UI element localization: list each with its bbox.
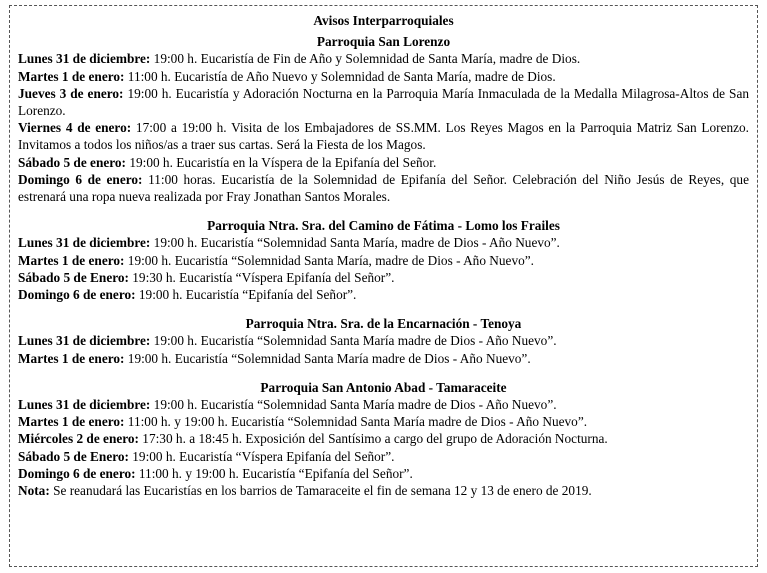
list-item: [18, 269, 749, 286]
list-item: [18, 252, 749, 269]
section-title: Parroquia San Antonio Abad - Tamaraceite: [260, 379, 507, 395]
item-text: Se reanudará las Eucaristías en los barrios de Tamaraceite el fin de semana 12 y 13 de enero de 2019.: [49, 483, 592, 499]
section-tenoya: [18, 315, 749, 367]
item-label: Martes 1 de enero:: [18, 252, 125, 268]
list-item: [18, 119, 749, 153]
item-label: Viernes 4 de enero:: [18, 120, 132, 136]
item-label: Miércoles 2 de enero:: [18, 431, 139, 447]
section-tamaraceite: [18, 379, 749, 499]
item-label: Martes 1 de enero:: [18, 414, 125, 430]
section-lomo-los-frailes: [18, 217, 749, 303]
item-label: Domingo 6 de enero:: [18, 465, 136, 481]
item-text: 11:00 h. y 19:00 h. Eucaristía “Solemnidad Santa María madre de Dios - Año Nuevo”.: [124, 414, 588, 430]
item-text: 19:00 h. Eucaristía en la Víspera de la Epifanía del Señor.: [126, 154, 437, 170]
item-text: 19:00 h. Eucaristía “Epifanía del Señor”.: [135, 287, 357, 303]
list-item: [18, 413, 749, 430]
list-item: [18, 85, 749, 119]
section-title: Parroquia San Lorenzo: [316, 34, 451, 50]
item-text: 19:30 h. Eucaristía “Víspera Epifanía del Señor”.: [128, 269, 395, 285]
item-text: 19:00 h. Eucaristía “Víspera Epifanía del Señor”.: [128, 448, 395, 464]
item-text: 19:00 h. Eucaristía “Solemnidad Santa María, madre de Dios - Año Nuevo”.: [124, 252, 534, 268]
page-title: Avisos Interparroquiales: [313, 13, 454, 28]
item-text: 19:00 h. Eucaristía de Fin de Año y Solemnidad de Santa María, madre de Dios.: [150, 51, 581, 67]
item-text: 19:00 h. Eucaristía “Solemnidad Santa María madre de Dios - Año Nuevo”.: [150, 397, 557, 413]
item-label: Domingo 6 de enero:: [18, 171, 143, 187]
list-item: [18, 482, 749, 499]
item-text: 11:00 h. y 19:00 h. Eucaristía “Epifanía del Señor”.: [135, 465, 413, 481]
item-label: Jueves 3 de enero:: [18, 85, 124, 101]
item-label: Sábado 5 de Enero:: [18, 269, 129, 285]
list-item: [18, 50, 749, 67]
item-text: 19:00 h. Eucaristía y Adoración Nocturna en la Parroquia María Inmaculada de la Medalla Milagrosa-Altos de San Lorenzo.: [18, 85, 749, 119]
list-item: [18, 286, 749, 303]
item-text: 11:00 horas. Eucaristía de la Solemnidad de Epifanía del Señor. Celebración del Niño Jesús de Reyes, que estrenará una ropa nueva realizada por Fray Jonathan Santos Morales.: [18, 171, 749, 205]
item-text: 17:00 a 19:00 h. Visita de los Embajadores de SS.MM. Los Reyes Magos en la Parroquia Matriz San Lorenzo. Invitamos a todos los niños/as a traer sus cartas. Será la Fiesta de los Magos.: [18, 120, 749, 153]
list-item: [18, 350, 749, 367]
section-title: Parroquia Ntra. Sra. del Camino de Fátima - Lomo los Frailes: [207, 218, 560, 234]
item-text: 19:00 h. Eucaristía “Solemnidad Santa María, madre de Dios - Año Nuevo”.: [150, 235, 560, 251]
list-item: [18, 68, 749, 85]
list-item: [18, 171, 749, 205]
list-item: [18, 448, 749, 465]
notice-box: [9, 5, 758, 567]
item-label: Lunes 31 de diciembre:: [18, 333, 151, 349]
item-label: Lunes 31 de diciembre:: [18, 51, 151, 67]
item-text: 19:00 h. Eucaristía “Solemnidad Santa María madre de Dios - Año Nuevo”.: [124, 350, 531, 366]
item-label: Nota:: [18, 483, 50, 499]
list-item: [18, 430, 749, 447]
item-text: 19:00 h. Eucaristía “Solemnidad Santa María madre de Dios - Año Nuevo”.: [150, 333, 557, 349]
item-label: Sábado 5 de Enero:: [18, 448, 129, 464]
section-title: Parroquia Ntra. Sra. de la Encarnación - Tenoya: [245, 316, 522, 332]
item-label: Martes 1 de enero:: [18, 68, 125, 84]
item-label: Domingo 6 de enero:: [18, 287, 136, 303]
section-san-lorenzo: [18, 33, 749, 205]
item-text: 17:30 h. a 18:45 h. Exposición del Santísimo a cargo del grupo de Adoración Nocturna.: [138, 431, 608, 447]
list-item: [18, 154, 749, 171]
list-item: [18, 396, 749, 413]
item-label: Lunes 31 de diciembre:: [18, 397, 151, 413]
list-item: [18, 332, 749, 349]
item-text: 11:00 h. Eucaristía de Año Nuevo y Solemnidad de Santa María, madre de Dios.: [124, 68, 556, 84]
item-label: Sábado 5 de enero:: [18, 154, 126, 170]
list-item: [18, 234, 749, 251]
item-label: Martes 1 de enero:: [18, 350, 125, 366]
item-label: Lunes 31 de diciembre:: [18, 235, 151, 251]
list-item: [18, 465, 749, 482]
